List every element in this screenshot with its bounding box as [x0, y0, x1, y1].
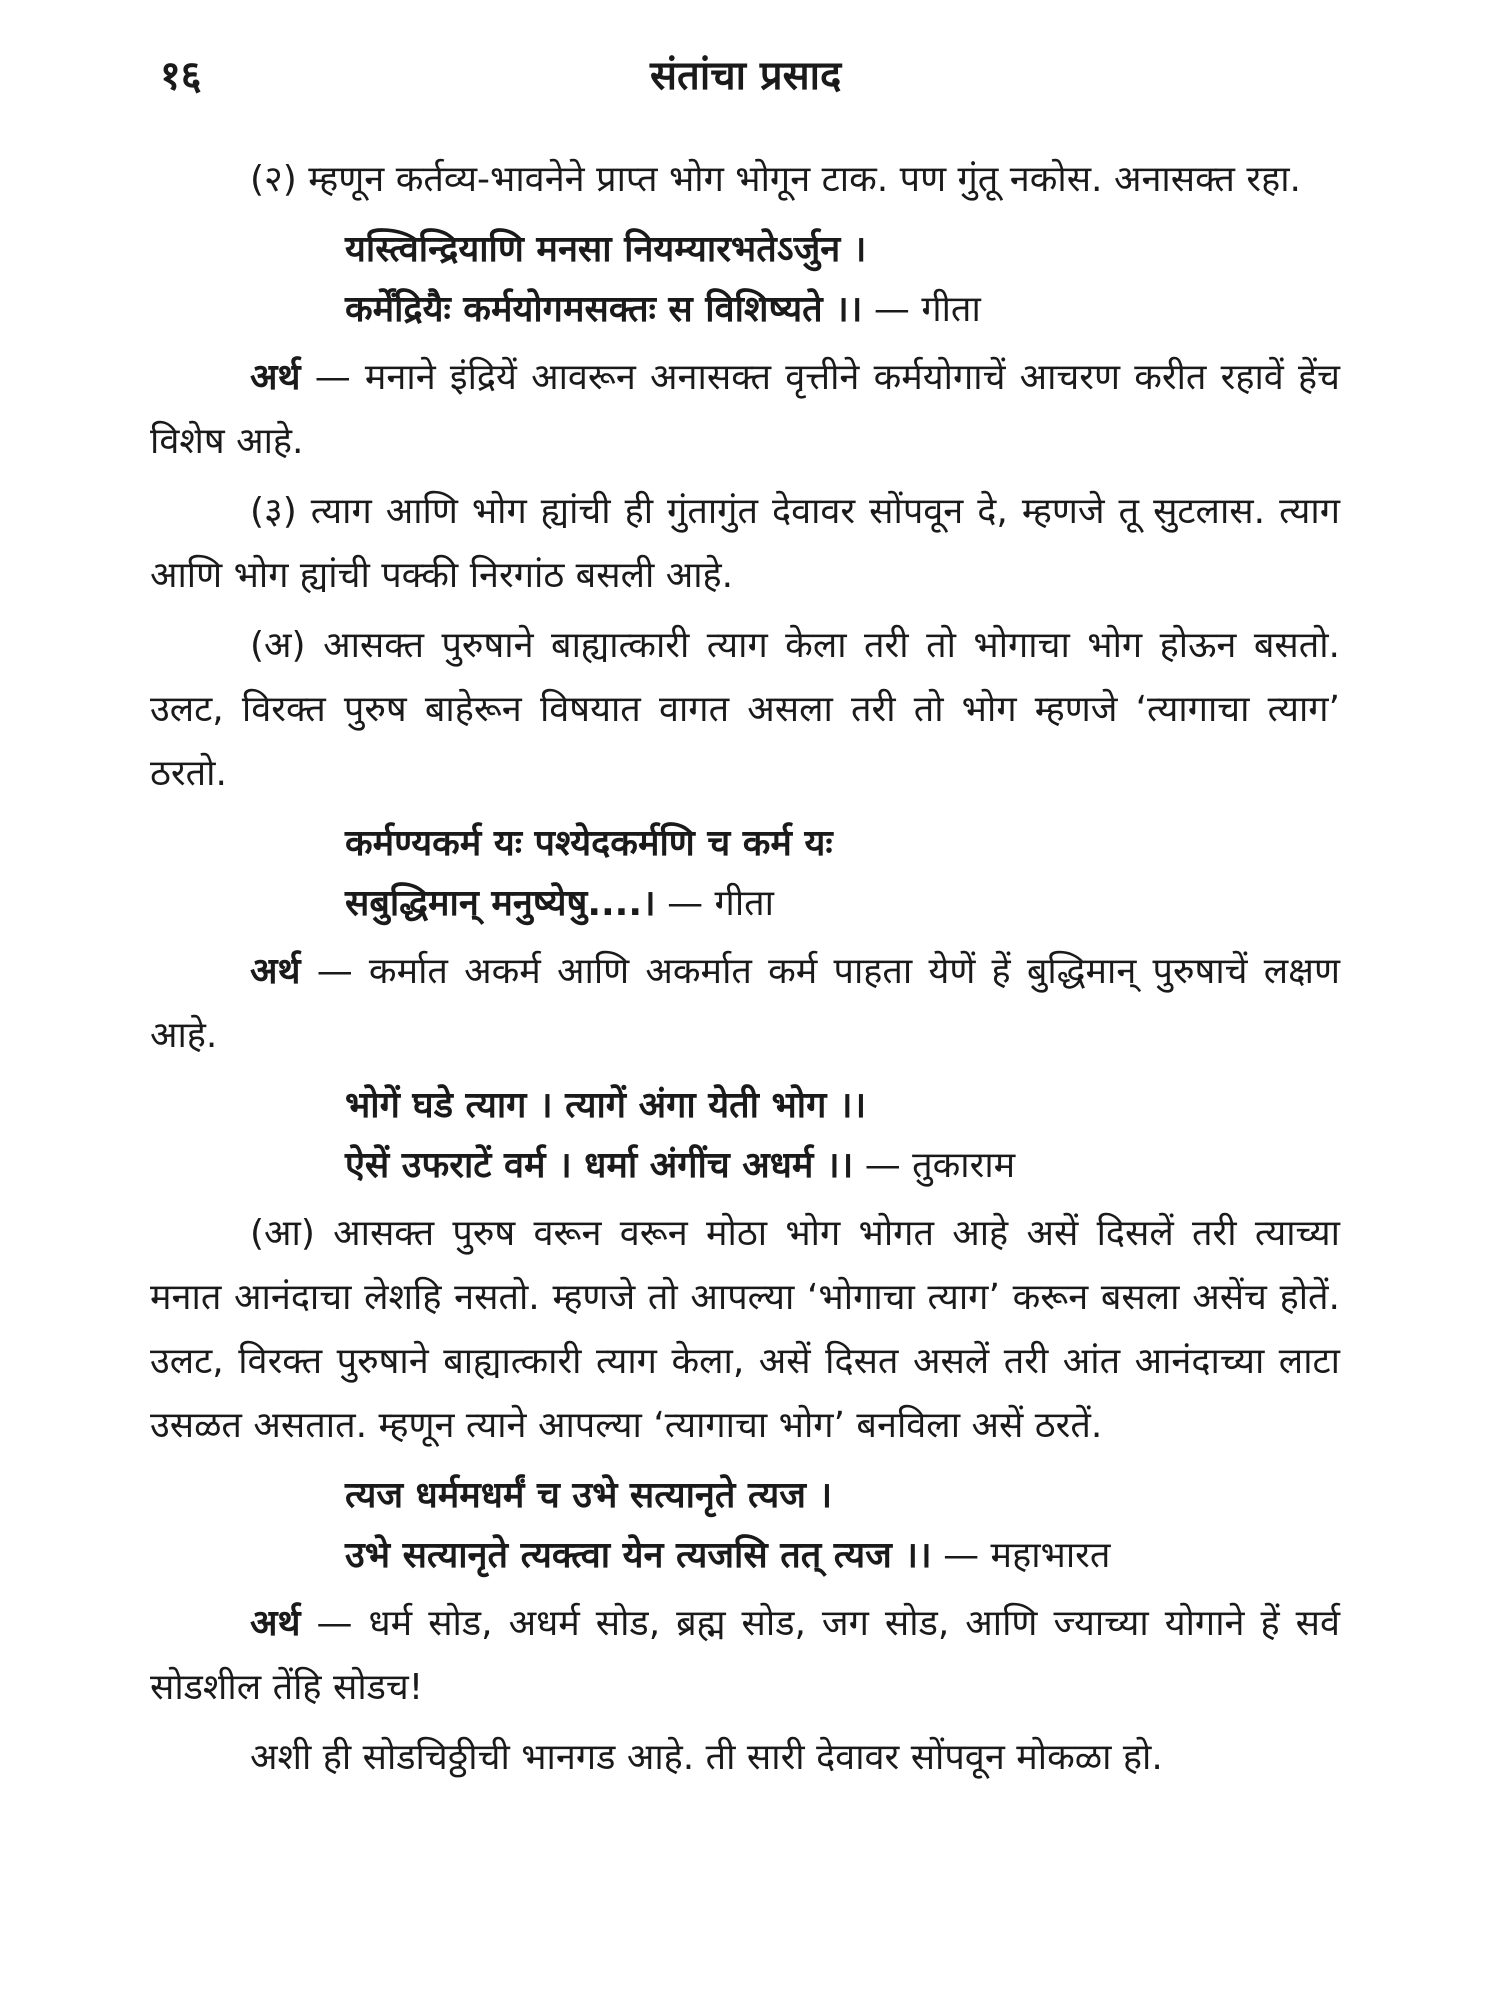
- meaning-paragraph: [150, 940, 1340, 1068]
- verse-source: — गीता: [655, 883, 774, 924]
- verse-line: [150, 280, 1340, 340]
- verse-text: सबुद्धिमान् मनुष्येषु....।: [345, 883, 656, 924]
- verse-line: [150, 814, 1340, 874]
- meaning-text: — धर्म सोड, अधर्म सोड, ब्रह्म सोड, जग सोड, आणि ज्याच्या योगाने हें सर्व सोडशील तेंहि सोडच!: [150, 1603, 1340, 1708]
- page-number: १६: [160, 53, 202, 99]
- page-header: [160, 46, 1340, 106]
- meaning-paragraph: [150, 1592, 1340, 1720]
- verse-gita-2: [150, 814, 1340, 934]
- meaning-label: अर्थ: [250, 951, 301, 992]
- verse-line: [150, 220, 1340, 280]
- verse-source: — गीता: [862, 289, 981, 330]
- verse-text: उभे सत्यानृते त्यक्त्वा येन त्यजसि तत् त्यज ।।: [345, 1535, 932, 1576]
- verse-source: — महाभारत: [931, 1535, 1111, 1576]
- verse-line: [150, 1076, 1340, 1136]
- meaning-label: अर्थ: [250, 357, 301, 398]
- verse-tukaram: [150, 1076, 1340, 1196]
- verse-text: भोगें घडे त्याग । त्यागें अंगा येती भोग ।।: [345, 1085, 867, 1126]
- verse-line: [150, 874, 1340, 934]
- meaning-text: — मनाने इंद्रियें आवरून अनासक्त वृत्तीने कर्मयोगाचें आचरण करीत रहावें हेंच विशेष आहे.: [150, 357, 1340, 462]
- verse-gita-1: [150, 220, 1340, 340]
- verse-text: ऐसें उफराटें वर्म । धर्मा अंगींच अधर्म ।।: [345, 1145, 854, 1186]
- meaning-paragraph: [150, 346, 1340, 474]
- verse-text: त्यज धर्ममधर्मं च उभे सत्यानृते त्यज ।: [345, 1475, 833, 1516]
- verse-text: कर्मेंद्रियैः कर्मयोगमसक्तः स विशिष्यते ।।: [345, 289, 863, 330]
- verse-line: [150, 1526, 1340, 1586]
- meaning-label: अर्थ: [250, 1603, 301, 1644]
- page-body: [150, 148, 1340, 1796]
- running-title: संतांचा प्रसाद: [650, 53, 842, 99]
- paragraph-2: (२) म्हणून कर्तव्य-भावनेने प्राप्त भोग भोगून टाक. पण गुंतू नकोस. अनासक्त रहा.: [250, 159, 1301, 200]
- verse-mahabharat: [150, 1466, 1340, 1586]
- paragraph-final: अशी ही सोडचिठ्ठीची भानगड आहे. ती सारी देवावर सोंपवून मोकळा हो.: [250, 1737, 1163, 1778]
- verse-text: यस्त्विन्द्रियाणि मनसा नियम्यारभतेऽर्जुन ।: [345, 229, 867, 270]
- verse-source: — तुकाराम: [853, 1145, 1016, 1186]
- verse-line: [150, 1466, 1340, 1526]
- meaning-text: — कर्मात अकर्म आणि अकर्मात कर्म पाहता येणें हें बुद्धिमान् पुरुषाचें लक्षण आहे.: [150, 951, 1340, 1056]
- paragraph-a: (अ) आसक्त पुरुषाने बाह्यात्कारी त्याग केला तरी तो भोगाचा भोग होऊन बसतो. उलट, विरक्त पुरुष बाहेरून विषयात वागत असला तरी तो भोग म्हणजे ‘त्यागाचा त्याग’ ठरतो.: [150, 625, 1340, 794]
- verse-line: [150, 1136, 1340, 1196]
- verse-text: कर्मण्यकर्म यः पश्येदकर्मणि च कर्म यः: [345, 823, 833, 864]
- paragraph-3: (३) त्याग आणि भोग ह्यांची ही गुंतागुंत देवावर सोंपवून दे, म्हणजे तू सुटलास. त्याग आणि भोग ह्यांची पक्की निरगांठ बसली आहे.: [150, 491, 1340, 596]
- paragraph-aa: (आ) आसक्त पुरुष वरून वरून मोठा भोग भोगत आहे असें दिसलें तरी त्याच्या मनात आनंदाचा लेशहि नसतो. म्हणजे तो आपल्या ‘भोगाचा त्याग’ करून बसला असेंच होतें. उलट, विरक्त पुरुषाने बाह्यात्कारी त्याग केला, असें दिसत असलें तरी आंत आनंदाच्या लाटा उसळत असतात. म्हणून त्याने आपल्या ‘त्यागाचा भोग’ बनविला असें ठरतें.: [150, 1213, 1340, 1446]
